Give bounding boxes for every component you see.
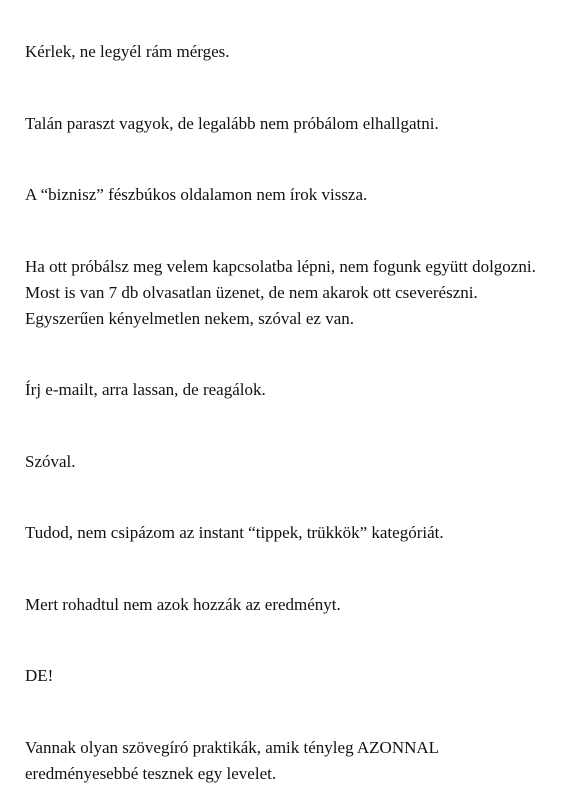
paragraph xyxy=(25,520,444,546)
paragraph-line: Írj e-mailt, arra lassan, de reagálok. xyxy=(25,380,266,399)
paragraph-line: Szóval. xyxy=(25,452,76,471)
paragraph xyxy=(25,111,439,137)
paragraph xyxy=(25,592,341,618)
paragraph-line: Kérlek, ne legyél rám mérges. xyxy=(25,42,230,61)
paragraph xyxy=(25,182,367,208)
paragraph-line: Most is van 7 db olvasatlan üzenet, de nem akarok ott cseverészni. xyxy=(25,283,478,302)
paragraph-line: Talán paraszt vagyok, de legalább nem próbálom elhallgatni. xyxy=(25,114,439,133)
paragraph-line: eredményesebbé tesznek egy levelet. xyxy=(25,764,277,783)
paragraph-line: Vannak olyan szövegíró praktikák, amik tényleg AZONNAL xyxy=(25,738,440,757)
paragraph-line: Mert rohadtul nem azok hozzák az eredményt. xyxy=(25,595,341,614)
paragraph xyxy=(25,377,266,403)
paragraph-line: Tudod, nem csipázom az instant “tippek, trükkök” kategóriát. xyxy=(25,523,444,542)
paragraph-line: DE! xyxy=(25,666,54,685)
paragraph-line: Ha ott próbálsz meg velem kapcsolatba lépni, nem fogunk együtt dolgozni. xyxy=(25,257,536,276)
paragraph xyxy=(25,663,53,689)
paragraph xyxy=(25,735,439,787)
paragraph xyxy=(25,449,76,475)
paragraph-line: A “biznisz” fészbúkos oldalamon nem írok vissza. xyxy=(25,185,368,204)
paragraph-line: Egyszerűen kényelmetlen nekem, szóval ez van. xyxy=(25,309,355,328)
paragraph xyxy=(25,254,536,332)
paragraph xyxy=(25,39,230,65)
